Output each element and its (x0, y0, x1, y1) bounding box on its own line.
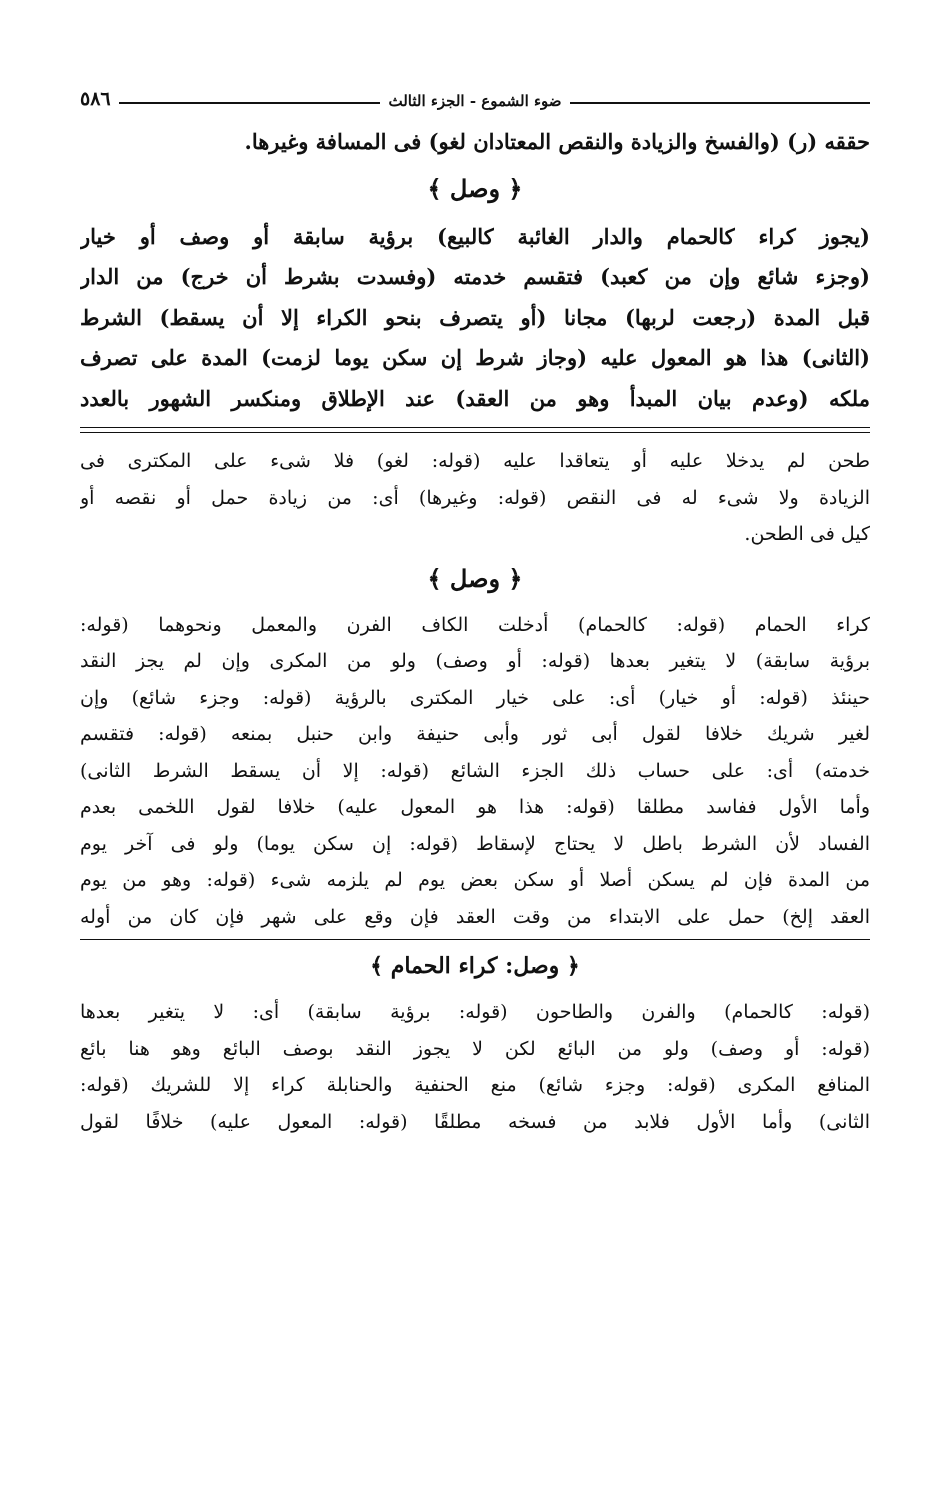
running-title: ضوء الشموع - الجزء الثالث (380, 92, 569, 110)
commentary-1 (80, 443, 870, 553)
section-title-wasl: ﴿ وصل ﴾ (427, 173, 523, 203)
section-title-wasl-2: ﴿ وصل ﴾ (427, 563, 523, 593)
page-header (80, 88, 870, 122)
commentary-2 (80, 607, 870, 936)
commentary-line: من المدة فإن لم يسكن أصلا أو سكن بعض يوم لم يلزمه شىء (قوله: وهو من يوم (80, 869, 870, 891)
commentary-line: برؤية سابقة) لا يتغير بعدها (قوله: أو وصف) ولو من المكرى وإن لم يجز النقد (80, 650, 870, 672)
commentary-line: (قوله: أو وصف) ولو من البائع لكن لا يجوز النقد بوصف البائع وهو هنا بائع (80, 1037, 870, 1060)
page-number: ٥٨٦ (80, 88, 119, 110)
matn-top (80, 122, 870, 163)
matn-line: حققه (ر) (والفسخ والزيادة والنقص المعتادان لغو) فى المسافة وغيرها. (244, 129, 870, 154)
commentary-line: الفساد لأن الشرط باطل لا يحتاج لإسقاط (قوله: إن سكن يوما) ولو فى آخر يوم (80, 832, 870, 855)
matn-line: (وجزء شائع وإن من كعبد) فتقسم خدمته (وفسدت بشرط أن خرج) من الدار (80, 264, 870, 289)
matn-line: (الثانى) هذا هو المعول عليه (وجاز شرط إن سكن يوما لزمت) المدة على تصرف (80, 345, 870, 370)
commentary-line: حينئذ (قوله: أو خيار) أى: على خيار المكترى بالرؤية (قوله: وجزء شائع) وإن (80, 686, 870, 709)
commentary-line: وأما الأول ففاسد مطلقا (قوله: هذا هو المعول عليه) خلافا لقول اللخمى بعدم (80, 796, 870, 818)
matn-section (80, 217, 870, 420)
matn-line: قبل المدة (رجعت لربها) مجانا (أو يتصرف بنحو الكراء إلا أن يسقط) الشرط (80, 304, 870, 330)
commentary-line: العقد إلخ) حمل على الابتداء من وقت العقد فإن وقع على شهر فإن كان من أوله (80, 905, 870, 928)
double-divider (80, 427, 870, 433)
commentary-line: الثانى) وأما الأول فلابد من فسخه مطلقًا (قوله: المعول عليه) خلافًا لقول (80, 1110, 870, 1133)
commentary-line: المنافع المكرى (قوله: وجزء شائع) منع الحنفية والحنابلة كراء إلا للشريك (قوله: (80, 1074, 870, 1096)
commentary-line: لغير شريك خلافا لقول أبى ثور وأبى حنيفة وابن حنبل بمنعه (قوله: فتقسم (80, 723, 870, 745)
commentary-3 (80, 994, 870, 1140)
matn-line: ملكه (وعدم بيان المبدأ وهو من العقد) عند الإطلاق ومنكسر الشهور بالعدد (80, 385, 870, 411)
section-title-kira-alhammam: ﴿ وصل: كراء الحمام ﴾ (370, 953, 580, 979)
commentary-line: الزيادة ولا شىء له فى النقص (قوله: وغيرها) أى: من زيادة حمل أو نقصه أو (80, 486, 870, 509)
commentary-line: كيل فى الطحن. (744, 523, 870, 545)
commentary-line: طحن لم يدخلا عليه أو يتعاقدا عليه (قوله: لغو) فلا شىء على المكترى فى (80, 450, 870, 472)
commentary-line: كراء الحمام (قوله: كالحمام) أدخلت الكاف الفرن والمعمل ونحوهما (قوله: (80, 613, 870, 636)
single-divider (80, 939, 870, 940)
document-page (80, 88, 870, 1140)
matn-line: (يجوز كراء كالحمام والدار الغائبة كالبيع) برؤية سابقة أو وصف أو خيار (80, 223, 870, 249)
commentary-line: (قوله: كالحمام) والفرن والطاحون (قوله: برؤية سابقة) أى: لا يتغير بعدها (80, 1001, 870, 1023)
commentary-line: خدمته) أى: على حساب ذلك الجزء الشائع (قوله: إلا أن يسقط الشرط الثانى) (80, 759, 870, 782)
